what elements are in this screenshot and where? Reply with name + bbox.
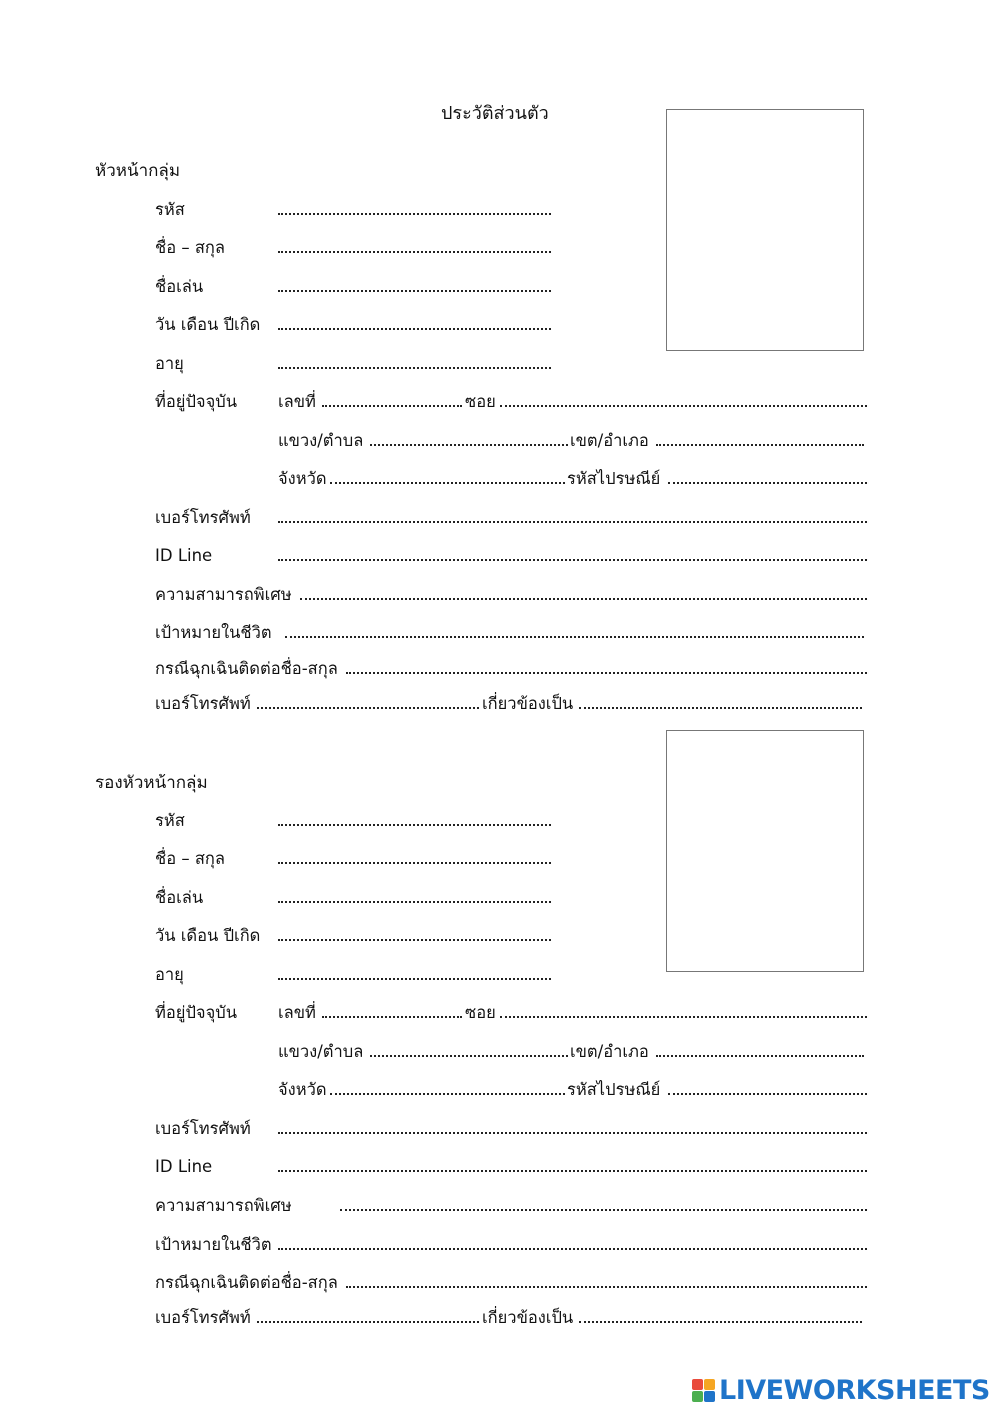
house-no-label: เลขที่ (278, 1003, 316, 1022)
liveworksheets-logo-icon (692, 1379, 715, 1402)
age-field[interactable] (278, 367, 551, 369)
life-goal-label: เป้าหมายในชีวิต (155, 623, 272, 642)
life-goal-field[interactable] (278, 1248, 867, 1250)
phone-field[interactable] (278, 1132, 867, 1134)
full-name-field[interactable] (278, 251, 551, 253)
relation-label: เกี่ยวข้องเป็น (482, 694, 574, 713)
nickname-field[interactable] (278, 901, 551, 903)
subdistrict-field[interactable] (370, 444, 568, 446)
liveworksheets-logo (692, 1374, 990, 1406)
birth-date-label: วัน เดือน ปีเกิด (155, 926, 261, 945)
emergency-contact-field[interactable] (346, 1286, 867, 1288)
postal-code-field[interactable] (668, 482, 867, 484)
age-label: อายุ (155, 354, 184, 373)
special-ability-field[interactable] (300, 598, 867, 600)
life-goal-field[interactable] (285, 636, 864, 638)
subdistrict-label: แขวง/ตำบล (278, 1042, 364, 1061)
full-name-field[interactable] (278, 862, 551, 864)
province-field[interactable] (330, 1093, 565, 1095)
relation-field[interactable] (579, 707, 862, 709)
logo-square (692, 1391, 703, 1402)
postal-code-label: รหัสไปรษณีย์ (567, 469, 661, 488)
emergency-phone-field[interactable] (257, 707, 479, 709)
emergency-contact-label: กรณีฉุกเฉินติดต่อชื่อ-สกุล (155, 1273, 338, 1292)
logo-square (704, 1391, 715, 1402)
district-label: เขต/อำเภอ (570, 1042, 649, 1061)
emergency-phone-field[interactable] (257, 1321, 479, 1323)
line-id-label: ID Line (155, 546, 213, 565)
page-title: ประวัติส่วนตัว (441, 103, 549, 124)
relation-label: เกี่ยวข้องเป็น (482, 1308, 574, 1327)
soi-label: ซอย (465, 392, 496, 411)
district-label: เขต/อำเภอ (570, 431, 649, 450)
photo-box[interactable] (666, 730, 864, 972)
line-id-label: ID Line (155, 1157, 213, 1176)
subdistrict-label: แขวง/ตำบล (278, 431, 364, 450)
relation-field[interactable] (579, 1321, 862, 1323)
logo-square (692, 1379, 703, 1390)
student-id-field[interactable] (278, 824, 551, 826)
phone-field[interactable] (278, 521, 867, 523)
address-label: ที่อยู่ปัจจุบัน (155, 1003, 238, 1022)
nickname-label: ชื่อเล่น (155, 277, 204, 296)
special-ability-label: ความสามารถพิเศษ (155, 1196, 292, 1215)
student-id-label: รหัส (155, 200, 185, 219)
emergency-contact-label: กรณีฉุกเฉินติดต่อชื่อ-สกุล (155, 659, 338, 678)
full-name-label: ชื่อ – สกุล (155, 849, 226, 868)
section-title: รองหัวหน้ากลุ่ม (95, 773, 208, 793)
district-field[interactable] (656, 444, 864, 446)
birth-date-field[interactable] (278, 328, 551, 330)
emergency-phone-label: เบอร์โทรศัพท์ (155, 694, 251, 713)
house-no-field[interactable] (322, 1016, 462, 1018)
life-goal-label: เป้าหมายในชีวิต (155, 1235, 272, 1254)
section-title: หัวหน้ากลุ่ม (95, 161, 181, 181)
line-id-field[interactable] (278, 1170, 867, 1172)
emergency-contact-field[interactable] (346, 672, 867, 674)
subdistrict-field[interactable] (370, 1055, 568, 1057)
district-field[interactable] (656, 1055, 864, 1057)
address-label: ที่อยู่ปัจจุบัน (155, 392, 238, 411)
logo-text: LIVEWORKSHEETS (719, 1374, 990, 1406)
photo-box[interactable] (666, 109, 864, 351)
birth-date-label: วัน เดือน ปีเกิด (155, 315, 261, 334)
phone-label: เบอร์โทรศัพท์ (155, 1119, 251, 1138)
emergency-phone-label: เบอร์โทรศัพท์ (155, 1308, 251, 1327)
province-label: จังหวัด (278, 1080, 327, 1099)
postal-code-label: รหัสไปรษณีย์ (567, 1080, 661, 1099)
soi-field[interactable] (500, 1016, 867, 1018)
full-name-label: ชื่อ – สกุล (155, 238, 226, 257)
nickname-label: ชื่อเล่น (155, 888, 204, 907)
soi-field[interactable] (500, 405, 867, 407)
age-label: อายุ (155, 965, 184, 984)
line-id-field[interactable] (278, 559, 867, 561)
house-no-field[interactable] (322, 405, 462, 407)
house-no-label: เลขที่ (278, 392, 316, 411)
birth-date-field[interactable] (278, 939, 551, 941)
student-id-label: รหัส (155, 811, 185, 830)
province-field[interactable] (330, 482, 565, 484)
special-ability-label: ความสามารถพิเศษ (155, 585, 292, 604)
student-id-field[interactable] (278, 213, 551, 215)
age-field[interactable] (278, 978, 551, 980)
province-label: จังหวัด (278, 469, 327, 488)
logo-square (704, 1379, 715, 1390)
postal-code-field[interactable] (668, 1093, 867, 1095)
phone-label: เบอร์โทรศัพท์ (155, 508, 251, 527)
soi-label: ซอย (465, 1003, 496, 1022)
nickname-field[interactable] (278, 290, 551, 292)
special-ability-field[interactable] (340, 1209, 867, 1211)
